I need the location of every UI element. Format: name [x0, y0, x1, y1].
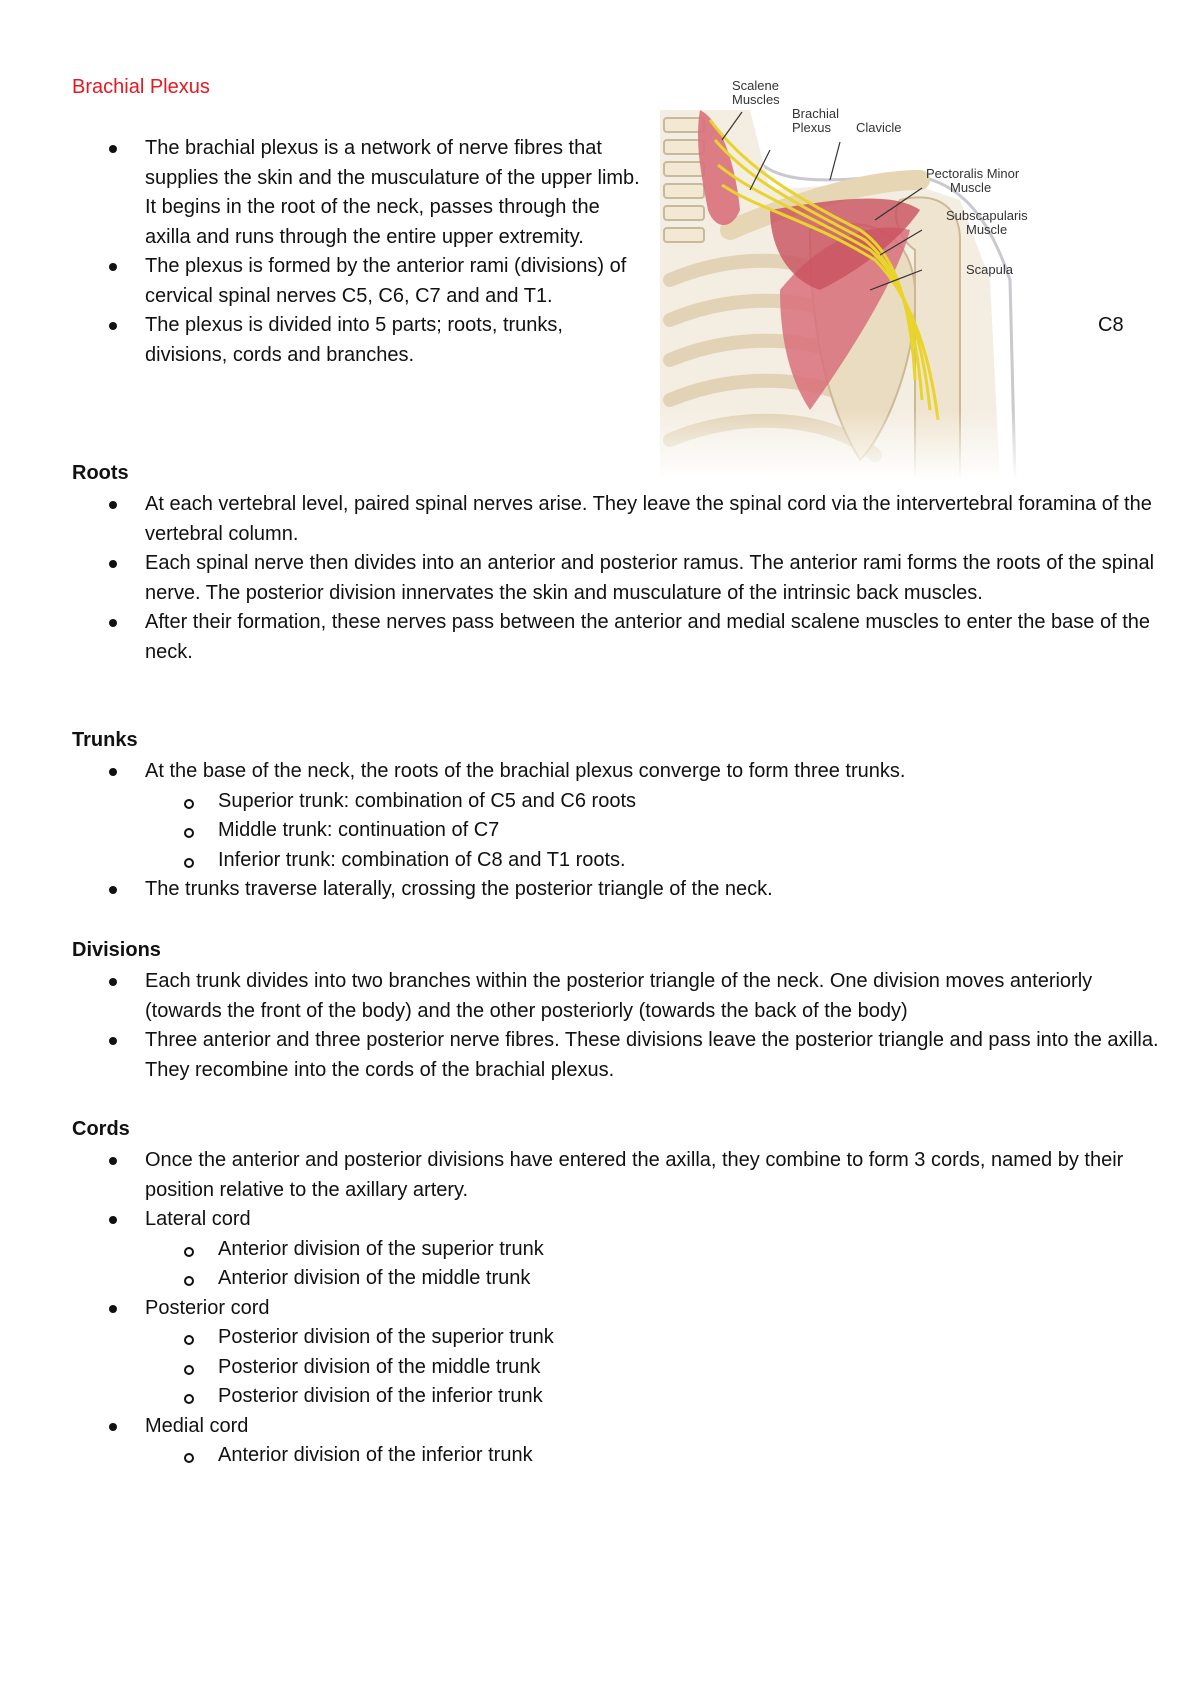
heading-cords: Cords: [72, 1118, 130, 1140]
trunks-subitem: Inferior trunk: combination of C8 and T1 roots.: [0, 846, 1160, 876]
label-pectoralis-line1: Pectoralis Minor: [926, 166, 1020, 181]
label-brachial-line2: Plexus: [792, 120, 832, 135]
label-clavicle: Clavicle: [856, 120, 902, 135]
label-subscapularis-line1: Subscapularis: [946, 208, 1028, 223]
label-brachial-line1: Brachial: [792, 106, 839, 121]
label-scapula: Scapula: [966, 262, 1013, 277]
page-title: Brachial Plexus: [72, 76, 210, 98]
cords-item: Once the anterior and posterior divisions have entered the axilla, they combine to form 3 cords, named by their position relative to the axillary artery.: [0, 1146, 1160, 1205]
heading-roots: Roots: [72, 462, 129, 484]
cords-subitem: Posterior division of the inferior trunk: [0, 1382, 1160, 1412]
heading-divisions: Divisions: [72, 939, 161, 961]
intro-item: The plexus is divided into 5 parts; roots, trunks, divisions, cords and branches.: [0, 311, 640, 370]
roots-item: At each vertebral level, paired spinal nerves arise. They leave the spinal cord via the intervertebral foramina of the vertebral column.: [0, 490, 1160, 549]
cords-subitem: Posterior division of the superior trunk: [0, 1323, 1160, 1353]
cords-subitem: Anterior division of the middle trunk: [0, 1264, 1160, 1294]
heading-trunks: Trunks: [72, 729, 138, 751]
divisions-item: Each trunk divides into two branches within the posterior triangle of the neck. One division moves anteriorly (towards the front of the body) and the other posteriorly (towards the back of the body): [0, 967, 1160, 1026]
illustration-fade: [660, 410, 1140, 480]
label-scalene-line2: Muscles: [732, 92, 780, 107]
divisions-item: Three anterior and three posterior nerve fibres. These divisions leave the posterior triangle and pass into the axilla. They recombine into the cords of the brachial plexus.: [0, 1026, 1160, 1085]
trunks-item: At the base of the neck, the roots of the brachial plexus converge to form three trunks.: [0, 757, 1160, 787]
label-scalene-line1: Scalene: [732, 80, 779, 93]
cords-subitem: Anterior division of the superior trunk: [0, 1235, 1160, 1265]
intro-item: The plexus is formed by the anterior rami (divisions) of cervical spinal nerves C5, C6, C7 and and T1.: [0, 252, 640, 311]
c8-label: C8: [1098, 314, 1124, 336]
trunks-item: The trunks traverse laterally, crossing the posterior triangle of the neck.: [0, 875, 1160, 905]
intro-item: The brachial plexus is a network of nerve fibres that supplies the skin and the musculature of the upper limb. It begins in the root of the neck, passes through the axilla and runs through the entire upper extremity.: [0, 134, 640, 252]
label-subscapularis-line2: Muscle: [966, 222, 1008, 237]
brachial-plexus-illustration: [660, 80, 1140, 480]
roots-item: After their formation, these nerves pass between the anterior and medial scalene muscles to enter the base of the neck.: [0, 608, 1160, 667]
divisions-list: [0, 967, 1160, 1085]
roots-list: [0, 490, 1160, 667]
cords-item-medial: Medial cord: [0, 1412, 1160, 1442]
roots-item: Each spinal nerve then divides into an anterior and posterior ramus. The anterior rami forms the roots of the spinal nerve. The posterior division innervates the skin and musculature of the intrinsic back muscles.: [0, 549, 1160, 608]
cords-subitem: Posterior division of the middle trunk: [0, 1353, 1160, 1383]
trunks-list: [0, 757, 1160, 905]
intro-list: [0, 134, 640, 370]
cords-subitem: Anterior division of the inferior trunk: [0, 1441, 1160, 1471]
cords-item-lateral: Lateral cord: [0, 1205, 1160, 1235]
cords-item-posterior: Posterior cord: [0, 1294, 1160, 1324]
trunks-subitem: Superior trunk: combination of C5 and C6 roots: [0, 787, 1160, 817]
cords-list: [0, 1146, 1160, 1471]
label-pectoralis-line2: Muscle: [950, 180, 992, 195]
trunks-subitem: Middle trunk: continuation of C7: [0, 816, 1160, 846]
